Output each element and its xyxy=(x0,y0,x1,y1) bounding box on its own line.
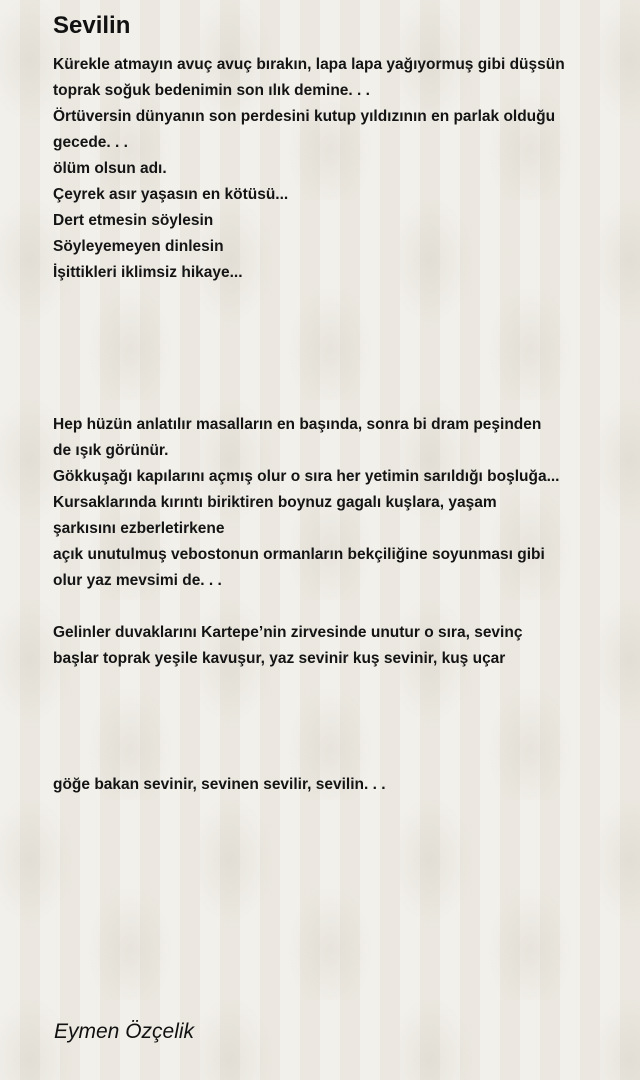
author-name: Eymen Özçelik xyxy=(54,1020,195,1043)
poem-line: Dert etmesin söylesin xyxy=(53,212,214,229)
poem-line: Gökkuşağı kapılarını açmış olur o sıra her yetimin sarıldığı boşluğa... xyxy=(53,468,560,485)
poem-line: gecede. . . xyxy=(53,134,128,151)
poem-line: Çeyrek asır yaşasın en kötüsü... xyxy=(53,186,289,203)
poem-line: İşittikleri iklimsiz hikaye... xyxy=(53,264,243,281)
poem-line: toprak soğuk bedenimin son ılık demine. . . xyxy=(53,82,370,99)
poem-line: Söyleyemeyen dinlesin xyxy=(53,238,224,255)
poem-line: göğe bakan sevinir, sevinen sevilir, sevilin. . . xyxy=(53,776,386,793)
poem-line: olur yaz mevsimi de. . . xyxy=(53,572,222,589)
poem-line: Hep hüzün anlatılır masalların en başında, sonra bi dram peşinden xyxy=(53,416,542,433)
poem-line: de ışık görünür. xyxy=(53,442,169,459)
poem-line: ölüm olsun adı. xyxy=(53,160,167,177)
poem-line: Gelinler duvaklarını Kartepe’nin zirvesinde unutur o sıra, sevinç xyxy=(53,624,523,641)
poem-line: şarkısını ezberletirkene xyxy=(53,520,225,537)
poem-line: Kürekle atmayın avuç avuç bırakın, lapa lapa yağıyormuş gibi düşsün xyxy=(53,56,565,73)
poem-line: Kursaklarında kırıntı biriktiren boynuz gagalı kuşlara, yaşam xyxy=(53,494,497,511)
poem-title: Sevilin xyxy=(53,12,131,39)
poem-line: Örtüversin dünyanın son perdesini kutup yıldızının en parlak olduğu xyxy=(53,108,556,125)
poem-line: açık unutulmuş vebostonun ormanların bekçiliğine soyunması gibi xyxy=(53,546,545,563)
poem-line: başlar toprak yeşile kavuşur, yaz sevinir kuş sevinir, kuş uçar xyxy=(53,650,506,667)
